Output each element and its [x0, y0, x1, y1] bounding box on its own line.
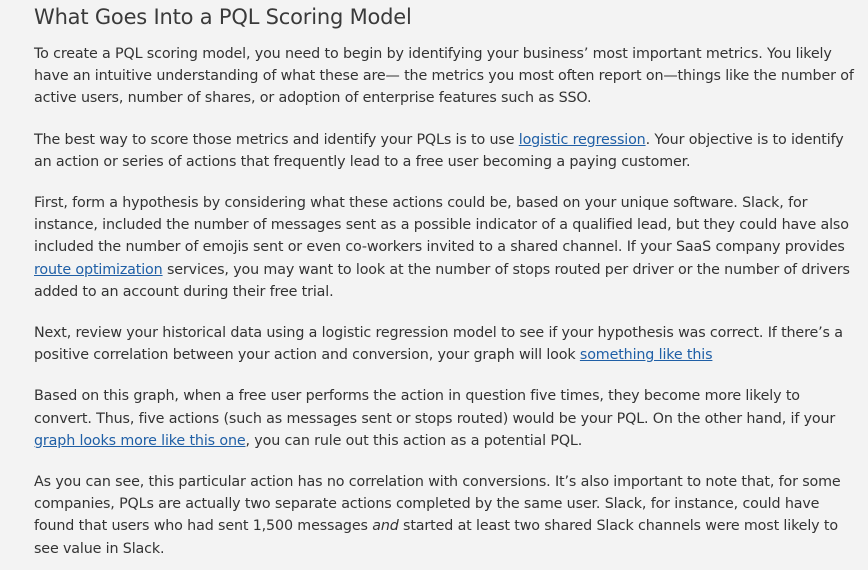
paragraph-text: As you can see, this particular action has no correlation with conversions. It’s also important to note that, for some companies, PQLs are actually two separate actions completed by the same user. Slack, for instance, could have found that users who had sent 1,500 messages: [34, 474, 841, 535]
logistic-regression-link[interactable]: logistic regression: [518, 131, 646, 148]
article-body: [34, 0, 860, 560]
paragraph-correlation: [34, 471, 860, 560]
paragraph-text: , you can rule out this action as a potential PQL.: [245, 432, 583, 449]
paragraph-logistic-regression: [34, 129, 860, 173]
paragraph-text: First, form a hypothesis by considering what these actions could be, based on your unique software. Slack, for instance, included the number of messages sent as a possible indicator of a qualified lead, but they could have also included the number of emojis sent or even co-workers invited to a shared channel. If your SaaS company provides: [34, 195, 849, 256]
paragraph-text: services, you may want to look at the number of stops routed per driver or the number of drivers added to an account during their free trial.: [34, 261, 850, 300]
paragraph-historical-data: [34, 322, 860, 366]
paragraph-hypothesis: [34, 192, 860, 303]
paragraph-text: The best way to score those metrics and identify your PQLs is to use: [34, 131, 519, 148]
graph-looks-more-like-this-one-link[interactable]: graph looks more like this one: [34, 432, 246, 449]
section-heading: What Goes Into a PQL Scoring Model: [34, 5, 412, 29]
paragraph-text: started at least two shared Slack channels were most likely to see value in Slack.: [34, 518, 838, 557]
paragraph-text: Next, review your historical data using a logistic regression model to see if your hypothesis was correct. If there’s a positive correlation between your action and conversion, your graph will look: [34, 325, 843, 364]
route-optimization-link[interactable]: route optimization: [34, 261, 163, 278]
paragraph-text: Based on this graph, when a free user performs the action in question five times, they become more likely to convert. Thus, five actions (such as messages sent or stops routed) would be your PQL. On the other hand, if your: [34, 388, 836, 427]
something-like-this-link[interactable]: something like this: [579, 347, 713, 364]
paragraph-intro: To create a PQL scoring model, you need to begin by identifying your business’ most important metrics. You likely have an intuitive understanding of what these are— the metrics you most often report on—things like the number of active users, number of shares, or adoption of enterprise features such as SSO.: [34, 46, 854, 107]
paragraph-text: . Your objective is to identify an action or series of actions that frequently lead to a free user becoming a paying customer.: [34, 131, 844, 170]
paragraph-graph-analysis: [34, 385, 860, 452]
emphasis-text: and: [372, 518, 399, 535]
